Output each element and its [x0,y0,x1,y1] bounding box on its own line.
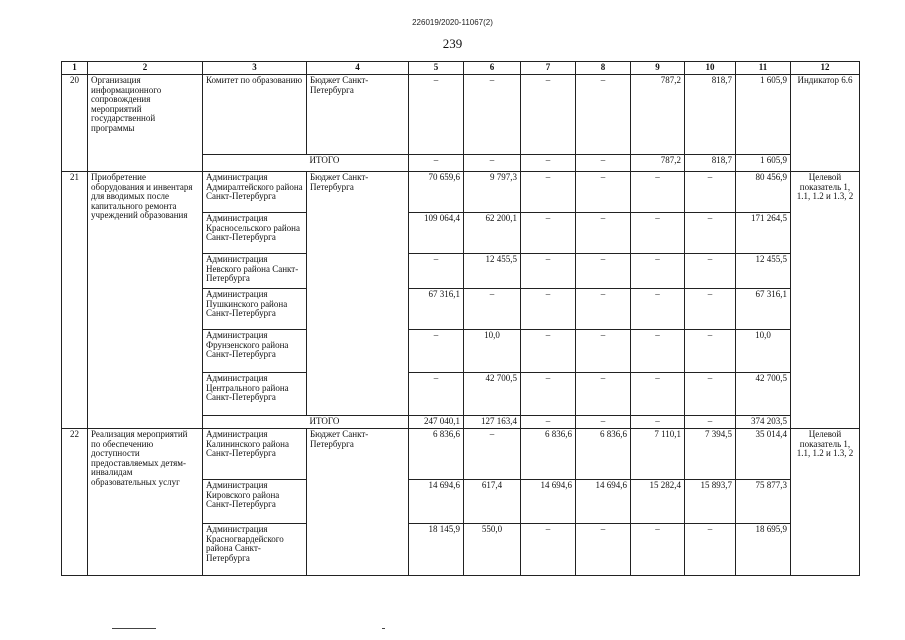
value-cell: 15 282,4 [631,480,685,524]
measure-name: Организация информационного сопровождения мероприятий государственной программы [88,75,203,172]
value-cell: 6 836,6 [576,429,631,480]
value-cell: 7 394,5 [685,429,736,480]
value-cell: – [685,330,736,373]
column-number: 8 [576,62,631,75]
executor-cell: Администрация Красногвардейского района Санкт-Петербурга [203,524,307,576]
executor-cell: Администрация Фрунзенского района Санкт-Петербурга [203,330,307,373]
value-cell: 818,7 [685,75,736,155]
value-cell: – [521,524,576,576]
value-cell: 80 456,9 [736,172,791,213]
value-cell: 62 200,1 [464,213,521,254]
value-cell: 7 110,1 [631,429,685,480]
value-cell: 617,4 [464,480,521,524]
value-cell: – [521,172,576,213]
value-cell: 109 064,4 [409,213,464,254]
value-cell: 14 694,6 [521,480,576,524]
value-cell: 18 145,9 [409,524,464,576]
value-cell: – [521,75,576,155]
column-number: 1 [62,62,88,75]
column-number: 4 [307,62,409,75]
value-cell: 75 877,3 [736,480,791,524]
value-cell: 6 836,6 [409,429,464,480]
value-cell: 12 455,5 [464,254,521,289]
value-cell: 787,2 [631,155,685,172]
value-cell: – [685,213,736,254]
value-cell: – [631,416,685,429]
indicator-cell: Целевой показатель 1, 1.1, 1.2 и 1.3, 2 [791,429,860,576]
funding-source: Бюджет Санкт-Петербурга [307,172,409,416]
value-cell: – [631,373,685,416]
value-cell: 70 659,6 [409,172,464,213]
value-cell: – [521,416,576,429]
table-row [62,172,860,213]
value-cell: – [464,75,521,155]
column-number: 11 [736,62,791,75]
value-cell: – [521,373,576,416]
value-cell: – [576,254,631,289]
value-cell: 1 605,9 [736,75,791,155]
column-number: 10 [685,62,736,75]
value-cell: – [685,416,736,429]
indicator-cell: Целевой показатель 1, 1.1, 1.2 и 1.3, 2 [791,172,860,429]
measure-name: Реализация мероприятий по обеспечению доступности предоставляемых детям-инвалидам образовательных услуг [88,429,203,576]
value-cell: 42 700,5 [736,373,791,416]
value-cell: 67 316,1 [409,289,464,330]
value-cell: 18 695,9 [736,524,791,576]
executor-cell: Комитет по образованию [203,75,307,155]
executor-cell: Администрация Центрального района Санкт-Петербурга [203,373,307,416]
value-cell: – [521,155,576,172]
value-cell: – [631,172,685,213]
value-cell: – [631,213,685,254]
value-cell: 171 264,5 [736,213,791,254]
total-label: ИТОГО [307,155,409,172]
empty-cell [203,416,307,429]
column-number: 6 [464,62,521,75]
value-cell: 127 163,4 [464,416,521,429]
value-cell: – [521,330,576,373]
value-cell: – [576,213,631,254]
row-number: 20 [62,75,88,172]
executor-cell: Администрация Кировского района Санкт-Петербурга [203,480,307,524]
value-cell: 35 014,4 [736,429,791,480]
document-registration-number: 226019/2020-11067(2) [412,18,493,27]
value-cell: – [576,155,631,172]
value-cell: – [521,289,576,330]
value-cell: 787,2 [631,75,685,155]
value-cell: – [631,330,685,373]
column-number-row [62,62,860,75]
value-cell: – [576,289,631,330]
value-cell: 14 694,6 [576,480,631,524]
value-cell: 14 694,6 [409,480,464,524]
column-number: 5 [409,62,464,75]
indicator-cell: Индикатор 6.6 [791,75,860,172]
total-label: ИТОГО [307,416,409,429]
page-number: 239 [442,36,463,51]
value-cell: – [409,330,464,373]
value-cell: 1 605,9 [736,155,791,172]
value-cell: 67 316,1 [736,289,791,330]
column-number: 9 [631,62,685,75]
scan-artifact-line [112,628,156,629]
funding-source: Бюджет Санкт-Петербурга [307,75,409,155]
funding-source: Бюджет Санкт-Петербурга [307,429,409,576]
row-number: 21 [62,172,88,429]
value-cell: – [464,429,521,480]
value-cell: – [631,289,685,330]
empty-cell [203,155,307,172]
column-number: 2 [88,62,203,75]
value-cell: – [409,75,464,155]
measure-name: Приобретение оборудования и инвентаря для вводимых после капитального ремонта учреждений образования [88,172,203,429]
value-cell: – [576,416,631,429]
value-cell: – [631,524,685,576]
value-cell: – [521,254,576,289]
value-cell: 12 455,5 [736,254,791,289]
scan-artifact-mark [382,628,385,629]
value-cell: – [685,289,736,330]
value-cell: 10,0 [736,330,791,373]
value-cell: – [631,254,685,289]
value-cell: 10,0 [464,330,521,373]
value-cell: – [685,254,736,289]
value-cell: 818,7 [685,155,736,172]
executor-cell: Администрация Пушкинского района Санкт-Петербурга [203,289,307,330]
value-cell: 550,0 [464,524,521,576]
value-cell: – [685,524,736,576]
table-row [62,75,860,155]
column-number: 7 [521,62,576,75]
value-cell: 247 040,1 [409,416,464,429]
value-cell: – [409,373,464,416]
column-number: 3 [203,62,307,75]
value-cell: – [576,75,631,155]
budget-table [61,61,860,576]
value-cell: – [521,213,576,254]
value-cell: – [576,330,631,373]
value-cell: – [464,289,521,330]
executor-cell: Администрация Адмиралтейского района Санкт-Петербурга [203,172,307,213]
value-cell: 9 797,3 [464,172,521,213]
table-row [62,429,860,480]
executor-cell: Администрация Калининского района Санкт-Петербурга [203,429,307,480]
column-number: 12 [791,62,860,75]
executor-cell: Администрация Невского района Санкт-Петербурга [203,254,307,289]
value-cell: – [576,172,631,213]
executor-cell: Администрация Красносельского района Санкт-Петербурга [203,213,307,254]
value-cell: 374 203,5 [736,416,791,429]
value-cell: – [409,254,464,289]
value-cell: – [576,524,631,576]
value-cell: – [464,155,521,172]
value-cell: – [685,373,736,416]
value-cell: – [409,155,464,172]
value-cell: 42 700,5 [464,373,521,416]
row-number: 22 [62,429,88,576]
value-cell: 15 893,7 [685,480,736,524]
value-cell: – [685,172,736,213]
value-cell: – [576,373,631,416]
value-cell: 6 836,6 [521,429,576,480]
